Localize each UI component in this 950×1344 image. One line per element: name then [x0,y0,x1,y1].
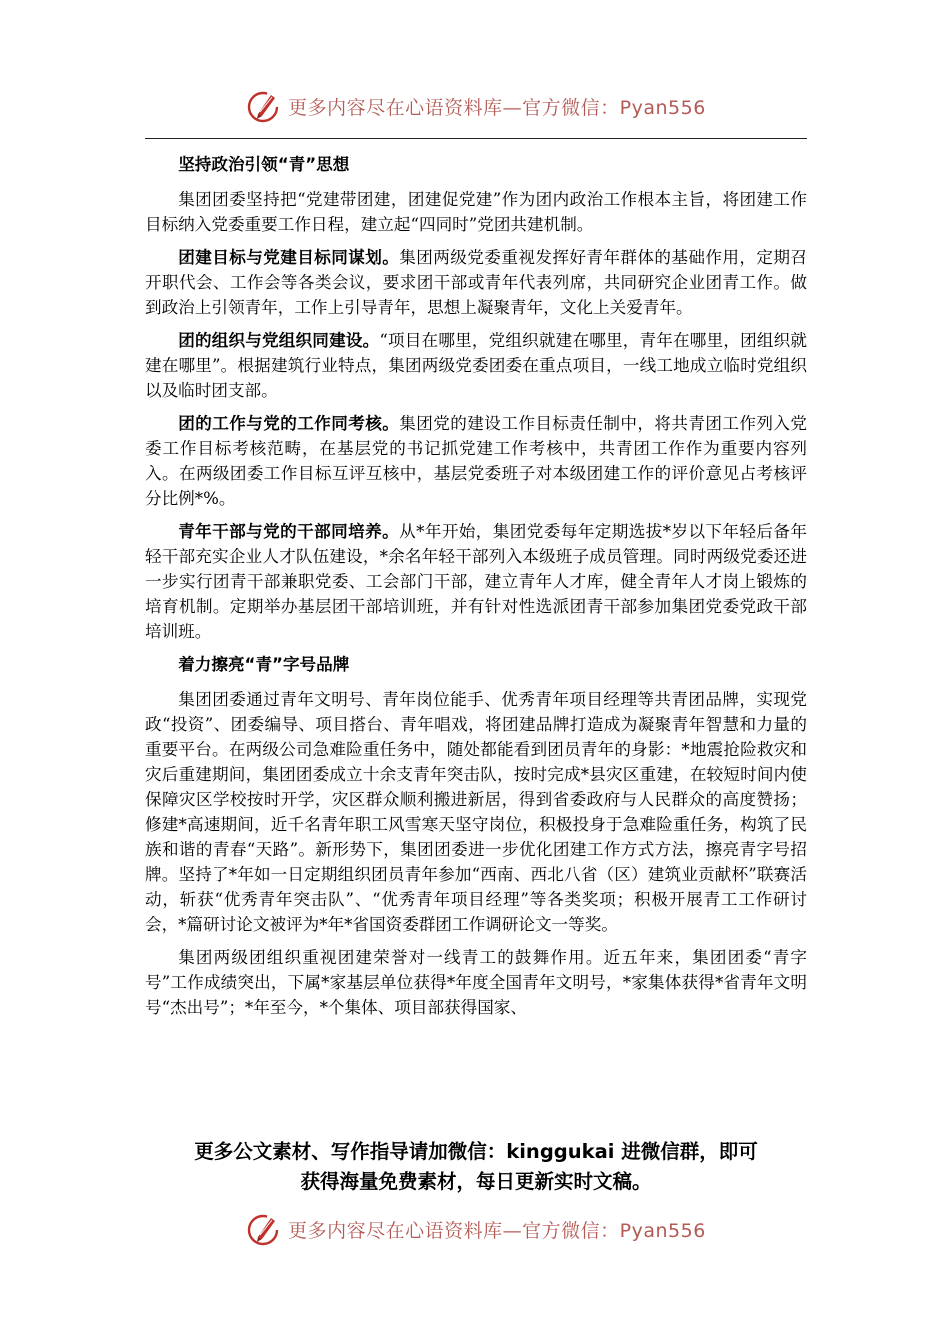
promo-line-1: 更多公文素材、写作指导请加微信：kinggukai 进微信群，即可 [194,1140,758,1163]
header-rule [145,138,807,139]
body-paragraph [145,245,807,320]
paragraph-text: 集团两级党委重视发挥好青年群体的基础作用，定期召开职代会、工作会等各类会议，要求团干部或青年代表列席，共同研究企业团青工作。做到政治上引领青年，工作上引导青年，思想上凝聚青年，文化上关爱青年。 [145,248,808,317]
paragraph-lead: 团的工作与党的工作同考核。 [178,414,400,433]
header-banner-text: 更多内容尽在心语资料库—官方微信：Pyan556 [288,96,706,119]
paragraph-text: 集团团委坚持把“党建带团建，团建促党建”作为团内政治工作根本主旨，将团建工作目标纳入党委重要工作日程，建立起“四同时”党团共建机制。 [145,190,807,234]
section-heading: 坚持政治引领“青”思想 [178,155,350,174]
document-body [145,152,807,1028]
body-paragraph [145,328,807,403]
paragraph-lead: 团建目标与党建目标同谋划。 [178,248,400,267]
paragraph-lead: 团的组织与党组织同建设。 [178,331,380,350]
body-paragraph [145,687,807,937]
paragraph-lead: 青年干部与党的干部同培养。 [178,522,400,541]
body-paragraph [145,519,807,644]
promo-block [145,1137,807,1197]
footer-banner-inner [244,1209,706,1249]
pen-nib-logo-icon [244,86,284,126]
paragraph-text: 从*年开始，集团党委每年定期选拔*岁以下年轻后备年轻干部充实企业人才队伍建设，*余名年轻干部列入本级班子成员管理。同时两级党委还进一步实行团青干部兼职党委、工会部门干部，建立青年人才库，健全青年人才岗上锻炼的培育机制。定期举办基层团干部培训班，并有针对性选派团青干部参加集团党委党政干部培训班。 [145,522,808,641]
footer-banner-text: 更多内容尽在心语资料库—官方微信：Pyan556 [288,1219,706,1242]
header-banner-inner [244,86,706,126]
body-paragraph [145,945,807,1020]
header-banner [0,84,950,128]
section-heading: 着力擦亮“青”字号品牌 [178,655,350,674]
paragraph-text: 集团党的建设工作目标责任制中，将共青团工作列入党委工作目标考核范畴，在基层党的书记抓党建工作考核中，共青团工作作为重要内容列入。在两级团委工作目标互评互核中，基层党委班子对本级团建工作的评价意见占考核评分比例*%。 [145,414,808,508]
body-paragraph [145,411,807,511]
promo-line-2: 获得海量免费素材，每日更新实时文稿。 [300,1170,652,1193]
paragraph-text: 集团两级团组织重视团建荣誉对一线青工的鼓舞作用。近五年来，集团团委“青字号”工作成绩突出，下属*家基层单位获得*年度全国青年文明号，*家集体获得*省青年文明号“杰出号”；*年至今，*个集体、项目部获得国家、 [145,948,807,1017]
paragraph-text: 集团团委通过青年文明号、青年岗位能手、优秀青年项目经理等共青团品牌，实现党政“投资”、团委编导、项目搭台、青年唱戏，将团建品牌打造成为凝聚青年智慧和力量的重要平台。在两级公司急难险重任务中，随处都能看到团员青年的身影：*地震抢险救灾和灾后重建期间，集团团委成立十余支青年突击队，按时完成*县灾区重建，在较短时间内使保障灾区学校按时开学，灾区群众顺利搬进新居，得到省委政府与人民群众的高度赞扬；修建*高速期间，近千名青年职工风雪寒天坚守岗位，积极投身于急难险重任务，构筑了民族和谐的青春“天路”。新形势下，集团团委进一步优化团建工作方式方法，擦亮青字号招牌。坚持了*年如一日定期组织团员青年参加“西南、西北八省（区）建筑业贡献杯”联赛活动，斩获“优秀青年突击队”、“优秀青年项目经理”等各类奖项；积极开展青工工作研讨会，*篇研讨论文被评为*年*省国资委群团工作调研论文一等奖。 [145,690,807,934]
body-paragraph [145,187,807,237]
pen-nib-logo-icon [244,1209,284,1249]
footer-wechat-id: Pyan556 [619,1219,706,1242]
paragraph-text: “项目在哪里，党组织就建在哪里，青年在哪里，团组织就建在哪里”。根据建筑行业特点，集团两级党委团委在重点项目，一线工地成立临时党组织以及临时团支部。 [145,331,807,400]
header-wechat-id: Pyan556 [619,96,706,119]
footer-banner [0,1207,950,1251]
